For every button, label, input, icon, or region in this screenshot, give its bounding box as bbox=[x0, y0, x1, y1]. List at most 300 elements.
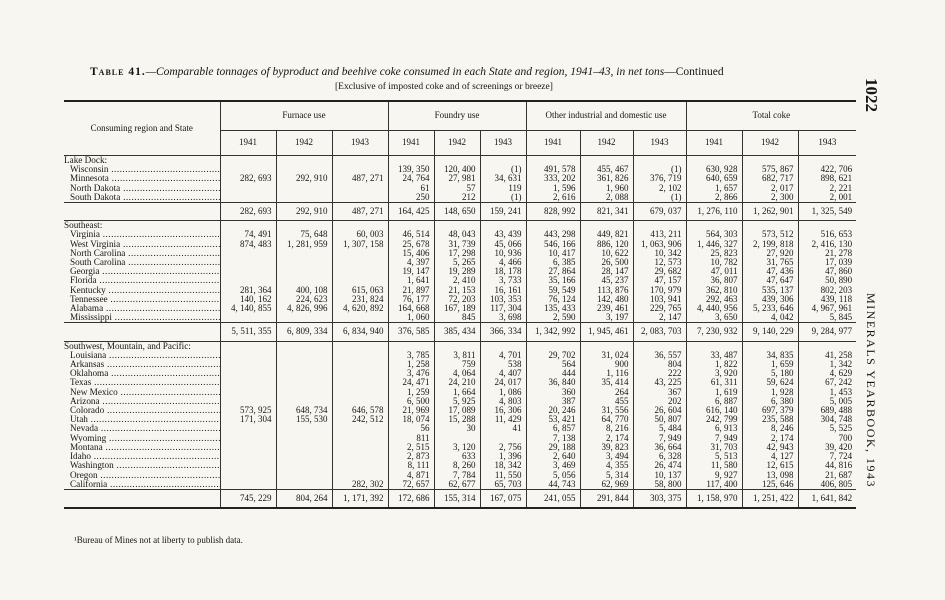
state-name: Georgia ..... bbox=[64, 267, 220, 276]
value-cell: 2, 102 bbox=[633, 184, 686, 193]
state-name: New Mexico ..... bbox=[64, 388, 220, 397]
state-name: North Dakota ..... bbox=[64, 184, 220, 193]
subtotal-cell: 9, 284, 977 bbox=[798, 323, 856, 341]
value-cell: 15, 288 bbox=[434, 415, 480, 424]
value-cell: 898, 621 bbox=[798, 174, 856, 183]
value-cell: 24, 017 bbox=[480, 378, 526, 387]
value-cell: 27, 981 bbox=[434, 174, 480, 183]
value-cell: 44, 816 bbox=[798, 461, 856, 470]
value-cell: 117, 400 bbox=[686, 480, 742, 490]
value-cell: 167, 189 bbox=[434, 304, 480, 313]
value-cell: 3, 494 bbox=[580, 452, 633, 461]
state-label bbox=[64, 295, 220, 304]
value-cell: 31, 765 bbox=[742, 258, 798, 267]
value-cell: 103, 353 bbox=[480, 295, 526, 304]
value-cell: 8, 216 bbox=[580, 424, 633, 433]
value-cell: 5, 484 bbox=[633, 424, 686, 433]
value-cell: 292, 910 bbox=[276, 174, 332, 183]
value-cell: 362, 810 bbox=[686, 286, 742, 295]
value-cell: 64, 770 bbox=[580, 415, 633, 424]
state-name: Idaho ..... bbox=[64, 452, 220, 461]
value-cell: 10, 936 bbox=[480, 249, 526, 258]
value-cell bbox=[276, 360, 332, 369]
value-cell: 19, 147 bbox=[388, 267, 434, 276]
value-cell: 7, 138 bbox=[526, 434, 580, 443]
value-cell: 1, 657 bbox=[686, 184, 742, 193]
value-cell: (1) bbox=[633, 193, 686, 203]
value-cell: 538 bbox=[480, 360, 526, 369]
year-header: 1942 bbox=[434, 131, 480, 156]
value-cell: 387 bbox=[526, 397, 580, 406]
value-cell: 10, 622 bbox=[580, 249, 633, 258]
value-cell: 26, 604 bbox=[633, 406, 686, 415]
value-cell bbox=[276, 461, 332, 470]
subtotal-cell: 155, 314 bbox=[434, 489, 480, 508]
value-cell bbox=[332, 434, 388, 443]
empty-cell bbox=[332, 341, 388, 351]
value-cell: 235, 588 bbox=[742, 415, 798, 424]
subtotal-cell: 385, 434 bbox=[434, 323, 480, 341]
subtotal-cell: 821, 341 bbox=[580, 203, 633, 221]
value-cell: 43, 439 bbox=[480, 230, 526, 239]
value-cell: 292, 463 bbox=[686, 295, 742, 304]
state-name: Kentucky ..... bbox=[64, 286, 220, 295]
value-cell: 31, 739 bbox=[434, 240, 480, 249]
value-cell: 31, 703 bbox=[686, 443, 742, 452]
year-header: 1943 bbox=[480, 131, 526, 156]
value-cell: 47, 436 bbox=[742, 267, 798, 276]
value-cell: 34, 835 bbox=[742, 351, 798, 360]
value-cell: 33, 487 bbox=[686, 351, 742, 360]
value-cell: 361, 826 bbox=[580, 174, 633, 183]
state-label bbox=[64, 304, 220, 313]
state-label bbox=[64, 249, 220, 258]
value-cell: 304, 748 bbox=[798, 415, 856, 424]
state-label bbox=[64, 424, 220, 433]
state-name: Oregon ..... bbox=[64, 471, 220, 480]
value-cell bbox=[220, 258, 276, 267]
subtotal-cell: 679, 037 bbox=[633, 203, 686, 221]
value-cell bbox=[276, 249, 332, 258]
subtotal-row bbox=[64, 489, 856, 508]
value-cell: 900 bbox=[580, 360, 633, 369]
value-cell: 6, 913 bbox=[686, 424, 742, 433]
value-cell: 6, 385 bbox=[526, 258, 580, 267]
state-name: Texas ..... bbox=[64, 378, 220, 387]
year-header: 1942 bbox=[580, 131, 633, 156]
value-cell bbox=[220, 480, 276, 490]
value-cell: 4, 871 bbox=[388, 471, 434, 480]
value-cell bbox=[332, 378, 388, 387]
value-cell: 535, 137 bbox=[742, 286, 798, 295]
value-cell: (1) bbox=[480, 193, 526, 203]
value-cell: 2, 174 bbox=[742, 434, 798, 443]
group-header: Other industrial and domestic use bbox=[526, 101, 686, 131]
table-row bbox=[64, 193, 856, 203]
value-cell: 7, 949 bbox=[633, 434, 686, 443]
value-cell bbox=[332, 369, 388, 378]
value-cell: 21, 687 bbox=[798, 471, 856, 480]
value-cell: 439, 118 bbox=[798, 295, 856, 304]
year-header: 1943 bbox=[633, 131, 686, 156]
value-cell bbox=[220, 461, 276, 470]
value-cell: 2, 756 bbox=[480, 443, 526, 452]
value-cell: 222 bbox=[633, 369, 686, 378]
value-cell: 24, 764 bbox=[388, 174, 434, 183]
value-cell: 56 bbox=[388, 424, 434, 433]
value-cell: 11, 580 bbox=[686, 461, 742, 470]
value-cell: 633 bbox=[434, 452, 480, 461]
coke-consumption-table bbox=[64, 100, 856, 509]
value-cell: 72, 657 bbox=[388, 480, 434, 490]
value-cell: 72, 203 bbox=[434, 295, 480, 304]
value-cell: 1, 396 bbox=[480, 452, 526, 461]
value-cell: 281, 364 bbox=[220, 286, 276, 295]
value-cell: 21, 897 bbox=[388, 286, 434, 295]
subtotal-cell: 1, 171, 392 bbox=[332, 489, 388, 508]
value-cell: 47, 157 bbox=[633, 276, 686, 285]
value-cell: 640, 659 bbox=[686, 174, 742, 183]
value-cell: 2, 001 bbox=[798, 193, 856, 203]
value-cell: 212 bbox=[434, 193, 480, 203]
state-label bbox=[64, 240, 220, 249]
value-cell: 11, 429 bbox=[480, 415, 526, 424]
value-cell: 1, 060 bbox=[388, 313, 434, 323]
table-row bbox=[64, 480, 856, 490]
state-name: Florida ..... bbox=[64, 276, 220, 285]
value-cell: 491, 578 bbox=[526, 165, 580, 174]
value-cell: 113, 876 bbox=[580, 286, 633, 295]
state-name: Virginia ..... bbox=[64, 230, 220, 239]
value-cell: 4, 701 bbox=[480, 351, 526, 360]
value-cell bbox=[276, 258, 332, 267]
subtotal-cell: 241, 055 bbox=[526, 489, 580, 508]
value-cell: 4, 440, 956 bbox=[686, 304, 742, 313]
value-cell bbox=[220, 193, 276, 203]
value-cell: 5, 845 bbox=[798, 313, 856, 323]
value-cell: 3, 120 bbox=[434, 443, 480, 452]
value-cell: 202 bbox=[633, 397, 686, 406]
value-cell: 2, 174 bbox=[580, 434, 633, 443]
value-cell: 2, 147 bbox=[633, 313, 686, 323]
value-cell: 16, 306 bbox=[480, 406, 526, 415]
value-cell: 2, 416, 130 bbox=[798, 240, 856, 249]
value-cell: 135, 433 bbox=[526, 304, 580, 313]
value-cell: 25, 823 bbox=[686, 249, 742, 258]
table-title bbox=[90, 66, 850, 78]
value-cell: 39, 823 bbox=[580, 443, 633, 452]
state-label bbox=[64, 165, 220, 174]
value-cell bbox=[220, 369, 276, 378]
value-cell bbox=[220, 267, 276, 276]
value-cell: 874, 483 bbox=[220, 240, 276, 249]
state-label bbox=[64, 193, 220, 203]
state-label bbox=[64, 461, 220, 470]
section-title: Lake Dock: bbox=[64, 155, 108, 165]
state-name: Arkansas ..... bbox=[64, 360, 220, 369]
value-cell bbox=[276, 193, 332, 203]
value-cell bbox=[220, 249, 276, 258]
subtotal-cell: 6, 834, 940 bbox=[332, 323, 388, 341]
value-cell: 29, 702 bbox=[526, 351, 580, 360]
value-cell: 45, 237 bbox=[580, 276, 633, 285]
value-cell: 29, 188 bbox=[526, 443, 580, 452]
value-cell: 7, 949 bbox=[686, 434, 742, 443]
value-cell: 1, 063, 906 bbox=[633, 240, 686, 249]
state-label bbox=[64, 434, 220, 443]
group-header: Total coke bbox=[686, 101, 856, 131]
value-cell: 8, 111 bbox=[388, 461, 434, 470]
value-cell: 264 bbox=[580, 388, 633, 397]
value-cell bbox=[276, 443, 332, 452]
value-cell: 700 bbox=[798, 434, 856, 443]
state-name: Colorado ..... bbox=[64, 406, 220, 415]
state-name: Arizona ..... bbox=[64, 397, 220, 406]
state-label bbox=[64, 276, 220, 285]
value-cell: 4, 064 bbox=[434, 369, 480, 378]
year-header: 1941 bbox=[526, 131, 580, 156]
value-cell: 59, 549 bbox=[526, 286, 580, 295]
value-cell: 1, 659 bbox=[742, 360, 798, 369]
value-cell: 74, 491 bbox=[220, 230, 276, 239]
value-cell: 5, 314 bbox=[580, 471, 633, 480]
value-cell: 142, 480 bbox=[580, 295, 633, 304]
value-cell: 449, 821 bbox=[580, 230, 633, 239]
value-cell: 282, 302 bbox=[332, 480, 388, 490]
value-cell: 2, 221 bbox=[798, 184, 856, 193]
value-cell: 36, 557 bbox=[633, 351, 686, 360]
value-cell bbox=[332, 424, 388, 433]
value-cell: 811 bbox=[388, 434, 434, 443]
state-name: Mississippi ..... bbox=[64, 313, 220, 322]
value-cell: 25, 678 bbox=[388, 240, 434, 249]
value-cell: 35, 414 bbox=[580, 378, 633, 387]
state-name: Minnesota ..... bbox=[64, 174, 220, 183]
subtotal-cell: 1, 325, 549 bbox=[798, 203, 856, 221]
value-cell: 75, 648 bbox=[276, 230, 332, 239]
table-subtitle: [Exclusive of imposted coke and of screenings or breeze] bbox=[335, 82, 553, 92]
subtotal-cell: 164, 425 bbox=[388, 203, 434, 221]
value-cell bbox=[332, 267, 388, 276]
subtotal-cell: 292, 910 bbox=[276, 203, 332, 221]
value-cell: 4, 629 bbox=[798, 369, 856, 378]
value-cell: 29, 682 bbox=[633, 267, 686, 276]
value-cell: 10, 782 bbox=[686, 258, 742, 267]
state-name: Alabama ..... bbox=[64, 304, 220, 313]
section-title: Southwest, Mountain, and Pacific: bbox=[64, 341, 191, 351]
state-name: Wyoming ..... bbox=[64, 434, 220, 443]
value-cell: 17, 298 bbox=[434, 249, 480, 258]
value-cell: 31, 024 bbox=[580, 351, 633, 360]
value-cell: 6, 328 bbox=[633, 452, 686, 461]
value-cell: 28, 147 bbox=[580, 267, 633, 276]
state-name: Montana ..... bbox=[64, 443, 220, 452]
state-label bbox=[64, 369, 220, 378]
value-cell: 4, 355 bbox=[580, 461, 633, 470]
value-cell: 546, 166 bbox=[526, 240, 580, 249]
value-cell: 1, 960 bbox=[580, 184, 633, 193]
year-header: 1942 bbox=[742, 131, 798, 156]
empty-cell bbox=[276, 341, 332, 351]
value-cell: 2, 873 bbox=[388, 452, 434, 461]
value-cell: 18, 342 bbox=[480, 461, 526, 470]
subtotal-cell: 828, 992 bbox=[526, 203, 580, 221]
value-cell: 575, 867 bbox=[742, 165, 798, 174]
value-cell bbox=[276, 369, 332, 378]
value-cell bbox=[220, 351, 276, 360]
subtotal-cell: 159, 241 bbox=[480, 203, 526, 221]
empty-cell bbox=[276, 156, 332, 166]
subtotal-row bbox=[64, 323, 856, 341]
value-cell bbox=[332, 443, 388, 452]
state-label bbox=[64, 471, 220, 480]
value-cell bbox=[220, 184, 276, 193]
value-cell: 24, 471 bbox=[388, 378, 434, 387]
subtotal-cell: 9, 140, 229 bbox=[742, 323, 798, 341]
value-cell: 4, 407 bbox=[480, 369, 526, 378]
value-cell: 59, 624 bbox=[742, 378, 798, 387]
value-cell: 9, 927 bbox=[686, 471, 742, 480]
value-cell: 422, 706 bbox=[798, 165, 856, 174]
value-cell: 455, 467 bbox=[580, 165, 633, 174]
table-title-text: —Comparable tonnages of byproduct and beehive coke consumed in each State and region, 1941–43, in net tons bbox=[145, 66, 665, 78]
value-cell: 8, 260 bbox=[434, 461, 480, 470]
table-title-continued: —Continued bbox=[664, 66, 724, 78]
value-cell: 18, 178 bbox=[480, 267, 526, 276]
value-cell: 17, 089 bbox=[434, 406, 480, 415]
state-name: South Dakota ..... bbox=[64, 193, 220, 202]
value-cell: 16, 161 bbox=[480, 286, 526, 295]
state-label bbox=[64, 258, 220, 267]
value-cell: 3, 476 bbox=[388, 369, 434, 378]
value-cell: 1, 641 bbox=[388, 276, 434, 285]
value-cell: 564 bbox=[526, 360, 580, 369]
value-cell: 27, 920 bbox=[742, 249, 798, 258]
value-cell: 1, 258 bbox=[388, 360, 434, 369]
value-cell: 65, 703 bbox=[480, 480, 526, 490]
value-cell: 62, 677 bbox=[434, 480, 480, 490]
state-name: Oklahoma ..... bbox=[64, 369, 220, 378]
empty-cell bbox=[332, 156, 388, 166]
value-cell: 5, 265 bbox=[434, 258, 480, 267]
year-header: 1943 bbox=[332, 131, 388, 156]
value-cell: 12, 573 bbox=[633, 258, 686, 267]
value-cell bbox=[332, 184, 388, 193]
value-cell: 119 bbox=[480, 184, 526, 193]
value-cell: 697, 379 bbox=[742, 406, 798, 415]
value-cell: 10, 417 bbox=[526, 249, 580, 258]
table-number: Table 41. bbox=[90, 66, 146, 78]
value-cell: 31, 556 bbox=[580, 406, 633, 415]
value-cell: 487, 271 bbox=[332, 174, 388, 183]
subtotal-cell: 167, 075 bbox=[480, 489, 526, 508]
year-header: 1943 bbox=[798, 131, 856, 156]
value-cell: 61, 311 bbox=[686, 378, 742, 387]
subtotal-cell: 291, 844 bbox=[580, 489, 633, 508]
value-cell: 886, 120 bbox=[580, 240, 633, 249]
value-cell: 30 bbox=[434, 424, 480, 433]
value-cell: 804 bbox=[633, 360, 686, 369]
value-cell: 6, 857 bbox=[526, 424, 580, 433]
section-title: Southeast: bbox=[64, 220, 103, 231]
value-cell: 3, 698 bbox=[480, 313, 526, 323]
value-cell: 4, 397 bbox=[388, 258, 434, 267]
value-cell bbox=[220, 378, 276, 387]
value-cell: 573, 925 bbox=[220, 406, 276, 415]
value-cell: 15, 406 bbox=[388, 249, 434, 258]
value-cell: 3, 650 bbox=[686, 313, 742, 323]
value-cell: 439, 306 bbox=[742, 295, 798, 304]
subtotal-label bbox=[64, 323, 220, 341]
value-cell: 444 bbox=[526, 369, 580, 378]
value-cell: 50, 807 bbox=[633, 415, 686, 424]
value-cell: 7, 724 bbox=[798, 452, 856, 461]
year-header: 1941 bbox=[388, 131, 434, 156]
group-header: Furnace use bbox=[220, 101, 388, 131]
value-cell: 67, 242 bbox=[798, 378, 856, 387]
value-cell: 1, 928 bbox=[742, 388, 798, 397]
value-cell: 413, 211 bbox=[633, 230, 686, 239]
state-label bbox=[64, 267, 220, 276]
value-cell: 3, 811 bbox=[434, 351, 480, 360]
state-label bbox=[64, 184, 220, 193]
value-cell bbox=[332, 351, 388, 360]
page-number: 1022 bbox=[862, 78, 881, 112]
value-cell bbox=[276, 184, 332, 193]
state-label bbox=[64, 351, 220, 360]
value-cell: 21, 969 bbox=[388, 406, 434, 415]
value-cell: 3, 920 bbox=[686, 369, 742, 378]
value-cell: 36, 664 bbox=[633, 443, 686, 452]
value-cell: 7, 784 bbox=[434, 471, 480, 480]
value-cell: 120, 400 bbox=[434, 165, 480, 174]
value-cell bbox=[276, 471, 332, 480]
value-cell: 164, 668 bbox=[388, 304, 434, 313]
value-cell: 39, 420 bbox=[798, 443, 856, 452]
value-cell: 4, 042 bbox=[742, 313, 798, 323]
value-cell: 6, 887 bbox=[686, 397, 742, 406]
value-cell: 5, 180 bbox=[742, 369, 798, 378]
state-label bbox=[64, 388, 220, 397]
subtotal-cell: 6, 809, 334 bbox=[276, 323, 332, 341]
value-cell: 8, 246 bbox=[742, 424, 798, 433]
subtotal-cell: 1, 641, 842 bbox=[798, 489, 856, 508]
value-cell: 10, 342 bbox=[633, 249, 686, 258]
state-name: South Carolina ..... bbox=[64, 258, 220, 267]
value-cell: 170, 979 bbox=[633, 286, 686, 295]
value-cell: 682, 717 bbox=[742, 174, 798, 183]
value-cell: 5, 233, 646 bbox=[742, 304, 798, 313]
running-head: MINERALS YEARBOOK, 1943 bbox=[864, 293, 878, 489]
value-cell: 13, 098 bbox=[742, 471, 798, 480]
value-cell: 50, 890 bbox=[798, 276, 856, 285]
value-cell: 2, 590 bbox=[526, 313, 580, 323]
value-cell: 2, 300 bbox=[742, 193, 798, 203]
value-cell: 630, 928 bbox=[686, 165, 742, 174]
state-label bbox=[64, 397, 220, 406]
value-cell: 406, 805 bbox=[798, 480, 856, 490]
state-label bbox=[64, 174, 220, 183]
subtotal-cell: 282, 693 bbox=[220, 203, 276, 221]
table-row bbox=[64, 313, 856, 323]
value-cell: 42, 943 bbox=[742, 443, 798, 452]
value-cell bbox=[220, 443, 276, 452]
group-header-row bbox=[64, 101, 856, 131]
value-cell: 36, 807 bbox=[686, 276, 742, 285]
value-cell: 231, 824 bbox=[332, 295, 388, 304]
value-cell: 24, 210 bbox=[434, 378, 480, 387]
state-label bbox=[64, 313, 220, 323]
